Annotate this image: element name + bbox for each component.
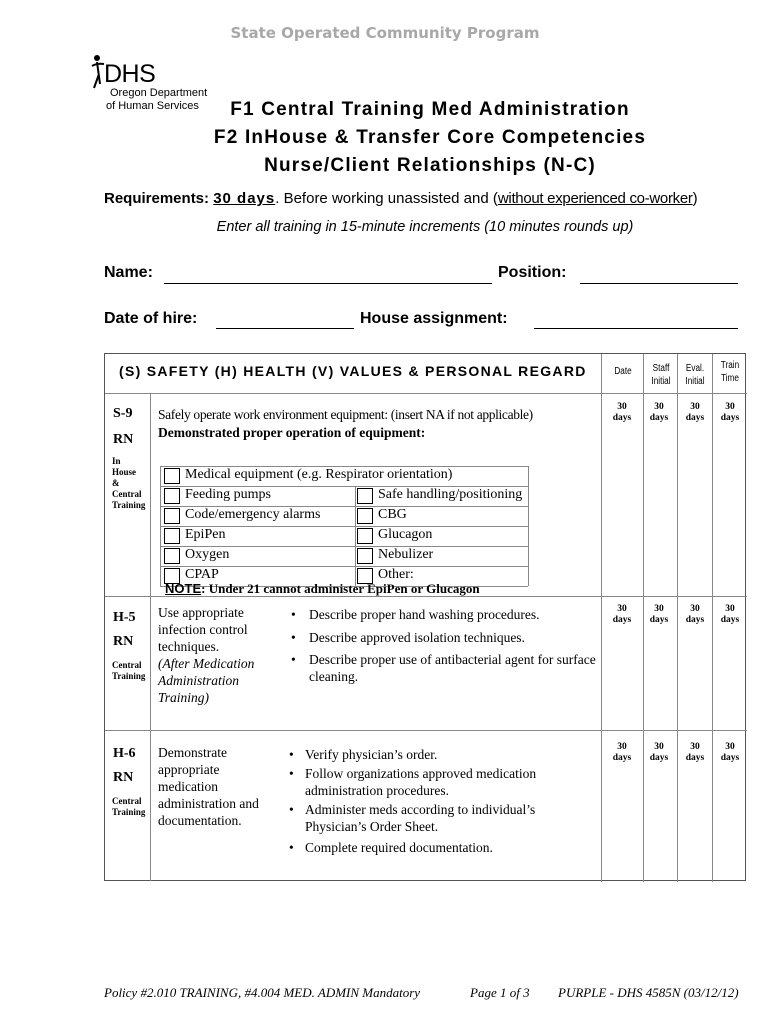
name-label: Name: [104,264,153,281]
hire-date-label: Date of hire: [104,310,198,327]
list-item: • Describe proper hand washing procedures. [291,606,596,623]
list-item: • Verify physician’s order. [289,746,559,763]
days-word: days [720,615,740,625]
row-s9-description: Safely operate work environment equipment: (insert NA if not applicable) [158,407,533,422]
col-eval-line-2: Initial [685,376,705,387]
label-cpap: CPAP [185,567,219,582]
checkbox-feeding-pumps[interactable] [164,488,180,504]
document-title [170,96,690,180]
label-glucagon: Glucagon [378,527,433,542]
title-line-1: F1 Central Training Med Administration [230,99,630,120]
list-item: • Describe proper use of antibacterial agent for surface cleaning. [291,652,596,684]
col-staff-line-2: Initial [651,376,671,387]
desc-line: infection control [158,622,248,637]
title-line-3: Nurse/Client Relationships (N-C) [264,155,596,176]
training-instruction: Enter all training in 15-minute increments (10 minutes rounds up) [216,219,634,235]
desc-line: Use appropriate [158,605,244,620]
col-divider [150,393,151,881]
col-train-header [717,359,743,385]
date-days [607,604,637,626]
name-field-line[interactable] [164,283,492,284]
col-staff-line-1: Staff [652,363,670,374]
desc-line: appropriate [158,762,220,777]
days-word: days [685,413,705,423]
list-item: • Complete required documentation. [289,839,559,856]
position-field-line[interactable] [580,283,738,284]
hire-date-field-line[interactable] [216,328,354,329]
days-num: 30 [690,604,700,614]
train-days [715,742,745,764]
row-divider [105,393,747,394]
label-other: Other: [378,567,414,582]
days-word: days [612,615,632,625]
checkbox-nebulizer[interactable] [357,548,373,564]
position-label: Position: [498,264,567,281]
row-h5-role: RN [113,634,134,649]
desc-line: Demonstrate [158,745,227,760]
days-num: 30 [617,742,627,752]
sub-line: House [112,467,137,477]
row-h6-role: RN [113,770,134,785]
sub-line: & [112,478,120,488]
staff-days [644,402,674,424]
bullet-text: Administer meds according to individual’s Physician’s Order Sheet. [305,802,536,834]
days-num: 30 [725,742,735,752]
days-word: days [649,615,669,625]
sub-line: Training [112,671,146,681]
col-eval-line-1: Eval. [685,363,705,374]
list-item: • Administer meds according to individual’s Physician’s Order Sheet. [289,801,559,835]
staff-days [644,742,674,764]
checkbox-oxygen[interactable] [164,548,180,564]
footer-page: Page 1 of 3 [470,985,530,1000]
bullet-text: Complete required documentation. [305,840,493,855]
row-h5-subtitle [112,660,145,682]
date-days [607,402,637,424]
bullet-text: Describe approved isolation techniques. [309,630,525,645]
train-days [715,604,745,626]
desc-line: documentation. [158,813,242,828]
desc-line: Administration [158,673,240,688]
grid-line [355,486,356,586]
days-word: days [612,413,632,423]
days-word: days [720,753,740,763]
requirements-days: 30 days [213,190,276,207]
row-s9-note [165,581,480,597]
days-num: 30 [690,742,700,752]
title-line-2: F2 InHouse & Transfer Core Competencies [213,127,647,148]
staff-days [644,604,674,626]
footer-policy: Policy #2.010 TRAINING, #4.004 MED. ADMIN Mandatory [104,985,421,1000]
checkbox-code-alarms[interactable] [164,508,180,524]
house-assignment-label: House assignment: [360,310,508,327]
row-s9-code: S-9 [113,406,133,421]
days-num: 30 [725,402,735,412]
train-days [715,402,745,424]
days-num: 30 [654,604,664,614]
col-eval-header [682,362,708,388]
logo-line-2: of Human Services [106,100,199,112]
row-h5-code: H-5 [113,610,136,625]
note-text: : Under 21 cannot administer EpiPen or Glucagon [201,581,480,596]
program-header: State Operated Community Program [230,24,540,42]
competency-table [104,353,746,881]
bullet-text: Describe proper hand washing procedures. [309,607,540,622]
house-assignment-field-line[interactable] [534,328,738,329]
desc-line: administration and [158,796,259,811]
label-cbg: CBG [378,507,407,522]
row-h6-code: H-6 [113,746,136,761]
days-word: days [649,753,669,763]
logo-abbr: DHS [104,60,156,88]
requirements-close: ) [692,190,698,207]
label-oxygen: Oxygen [185,547,230,562]
label-nebulizer: Nebulizer [378,547,434,562]
eval-days [680,742,710,764]
days-word: days [612,753,632,763]
checkbox-medical-equipment[interactable] [164,468,180,484]
sub-line: In [112,456,121,466]
col-train-line-2: Time [721,373,739,384]
row-s9-role: RN [113,432,134,447]
checkbox-epipen[interactable] [164,528,180,544]
days-num: 30 [725,604,735,614]
requirements [104,190,698,207]
footer-form: PURPLE - DHS 4585N (03/12/12) [558,985,739,1000]
list-item: • Follow organizations approved medication administration procedures. [289,765,559,799]
col-divider [712,354,713,882]
requirements-text: . Before working unassisted and ( [275,190,498,207]
days-word: days [720,413,740,423]
label-feeding-pumps: Feeding pumps [185,487,271,502]
col-divider [677,354,678,882]
bullet-text: Describe proper use of antibacterial agent for surface cleaning. [309,652,596,684]
desc-line: techniques. [158,639,220,654]
checkbox-safe-handling[interactable] [357,488,373,504]
days-num: 30 [654,742,664,752]
note-label: NOTE [165,581,202,596]
requirements-label: Requirements: [104,190,210,207]
requirements-underlined: without experienced co-worker [497,190,693,207]
eval-days [680,604,710,626]
label-code-alarms: Code/emergency alarms [185,507,321,522]
label-medical-equipment: Medical equipment (e.g. Respirator orientation) [185,467,453,482]
row-s9-demonstrated: Demonstrated proper operation of equipment: [158,425,426,440]
days-num: 30 [617,604,627,614]
desc-line: Training) [158,690,210,705]
sub-line: Central [112,489,142,499]
col-staff-header [648,362,674,388]
eval-days [680,402,710,424]
bullet-text: Follow organizations approved medication administration procedures. [305,766,537,798]
row-h6-subtitle [112,796,145,818]
checkbox-cbg[interactable] [357,508,373,524]
label-epipen: EpiPen [185,527,226,542]
col-train-line-1: Train [720,360,740,371]
row-h6-description [158,744,259,829]
days-num: 30 [654,402,664,412]
logo-line-1: Oregon Department [110,87,208,99]
days-num: 30 [690,402,700,412]
list-item: • Describe approved isolation techniques. [291,629,596,646]
row-s9-subtitle [112,456,145,511]
days-num: 30 [617,402,627,412]
equipment-checklist [160,466,528,586]
sub-line: Central [112,796,142,806]
desc-line: (After Medication [158,656,255,671]
sub-line: Central [112,660,142,670]
desc-line: medication [158,779,218,794]
row-divider [105,730,747,731]
date-days [607,742,637,764]
row-h5-description [158,604,254,706]
label-safe-handling: Safe handling/positioning [378,487,523,502]
sub-line: Training [112,500,146,510]
days-word: days [649,413,669,423]
days-word: days [685,753,705,763]
col-divider [601,354,602,882]
grid-line [528,466,529,586]
col-date-header: Date [614,366,632,377]
bullet-text: Verify physician’s order. [305,747,438,762]
table-header-title: (S) SAFETY (H) HEALTH (V) VALUES & PERSONAL REGARD [119,363,587,379]
sub-line: Training [112,807,146,817]
days-word: days [685,615,705,625]
checkbox-glucagon[interactable] [357,528,373,544]
